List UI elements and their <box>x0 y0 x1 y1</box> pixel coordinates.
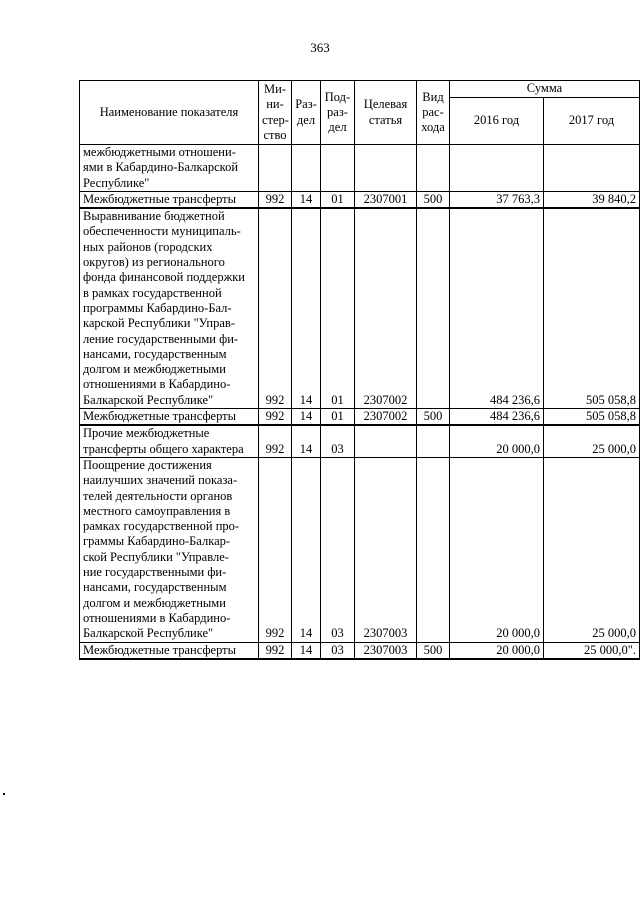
cell-2016: 20 000,0 <box>450 642 544 659</box>
cell-name: Межбюджетные трансферты <box>80 409 259 426</box>
cell-vid <box>417 457 450 642</box>
scan-speck <box>3 793 5 795</box>
cell-target: 2307002 <box>355 409 417 426</box>
cell-ministry: 992 <box>259 409 292 426</box>
cell-podrazdel: 03 <box>321 457 355 642</box>
table-row <box>80 409 640 426</box>
header-vid: Вид рас- хода <box>417 81 450 145</box>
cell-podrazdel <box>321 145 355 192</box>
cell-vid <box>417 425 450 457</box>
cell-2017: 505 058,8 <box>544 208 640 408</box>
table-row <box>80 457 640 642</box>
cell-target: 2307002 <box>355 208 417 408</box>
cell-razdel: 14 <box>292 409 321 426</box>
cell-ministry: 992 <box>259 208 292 408</box>
header-2017: 2017 год <box>544 98 640 145</box>
cell-2017 <box>544 145 640 192</box>
cell-2016: 484 236,6 <box>450 208 544 408</box>
cell-name: Межбюджетные трансферты <box>80 191 259 208</box>
cell-target: 2307003 <box>355 642 417 659</box>
cell-name: Межбюджетные трансферты <box>80 642 259 659</box>
cell-2016: 20 000,0 <box>450 457 544 642</box>
cell-vid: 500 <box>417 409 450 426</box>
cell-target <box>355 425 417 457</box>
header-2016: 2016 год <box>450 98 544 145</box>
cell-ministry: 992 <box>259 457 292 642</box>
cell-podrazdel: 01 <box>321 409 355 426</box>
cell-target: 2307003 <box>355 457 417 642</box>
cell-2016 <box>450 145 544 192</box>
cell-podrazdel: 01 <box>321 191 355 208</box>
header-podrazdel: Под- раз- дел <box>321 81 355 145</box>
cell-2017: 25 000,0 <box>544 425 640 457</box>
cell-razdel: 14 <box>292 457 321 642</box>
header-ministry: Ми- ни- стер- ство <box>259 81 292 145</box>
table-header <box>80 81 640 145</box>
cell-name: Поощрение достижения наилучших значений показа- телей деятельности органов местного самоуправления в рамках государственной про- граммы Кабардино-Балкар- ской Республики "Управле- ние государственными фи- нансами, государственным долгом и межбюджетными отношениями в Кабардино- Балкарской Республике" <box>80 457 259 642</box>
cell-2017: 505 058,8 <box>544 409 640 426</box>
table-row <box>80 425 640 457</box>
cell-podrazdel: 01 <box>321 208 355 408</box>
table-row <box>80 208 640 408</box>
cell-ministry: 992 <box>259 425 292 457</box>
page-number: 363 <box>310 40 330 55</box>
cell-razdel <box>292 145 321 192</box>
cell-name: Прочие межбюджетные трансферты общего характера <box>80 425 259 457</box>
table-row <box>80 191 640 208</box>
cell-ministry: 992 <box>259 191 292 208</box>
budget-table <box>79 80 640 660</box>
cell-razdel: 14 <box>292 208 321 408</box>
cell-podrazdel: 03 <box>321 642 355 659</box>
header-target: Целевая статья <box>355 81 417 145</box>
cell-razdel: 14 <box>292 642 321 659</box>
cell-vid: 500 <box>417 642 450 659</box>
cell-razdel: 14 <box>292 425 321 457</box>
cell-2017: 25 000,0 <box>544 457 640 642</box>
cell-target: 2307001 <box>355 191 417 208</box>
cell-2016: 20 000,0 <box>450 425 544 457</box>
cell-2016: 37 763,3 <box>450 191 544 208</box>
cell-target <box>355 145 417 192</box>
cell-razdel: 14 <box>292 191 321 208</box>
cell-vid <box>417 145 450 192</box>
cell-name: межбюджетными отношени- ями в Кабардино-Балкарской Республике" <box>80 145 259 192</box>
cell-ministry <box>259 145 292 192</box>
table-row <box>80 145 640 192</box>
header-razdel: Раз- дел <box>292 81 321 145</box>
cell-2017: 39 840,2 <box>544 191 640 208</box>
cell-name: Выравнивание бюджетной обеспеченности муниципаль- ных районов (городских округов) из регионального фонда финансовой поддержки в рамках государственной программы Кабардино-Бал- карской Республики "Управ- ление государственными фи- нансами, государственным долгом и межбюджетными отношениями в Кабардино- Балкарской Республике" <box>80 208 259 408</box>
cell-vid: 500 <box>417 191 450 208</box>
cell-podrazdel: 03 <box>321 425 355 457</box>
table-row <box>80 642 640 659</box>
table-body <box>80 145 640 659</box>
header-sum: Сумма <box>450 81 640 98</box>
cell-vid <box>417 208 450 408</box>
header-name: Наименование показателя <box>80 81 259 145</box>
cell-2016: 484 236,6 <box>450 409 544 426</box>
cell-2017: 25 000,0". <box>544 642 640 659</box>
cell-ministry: 992 <box>259 642 292 659</box>
